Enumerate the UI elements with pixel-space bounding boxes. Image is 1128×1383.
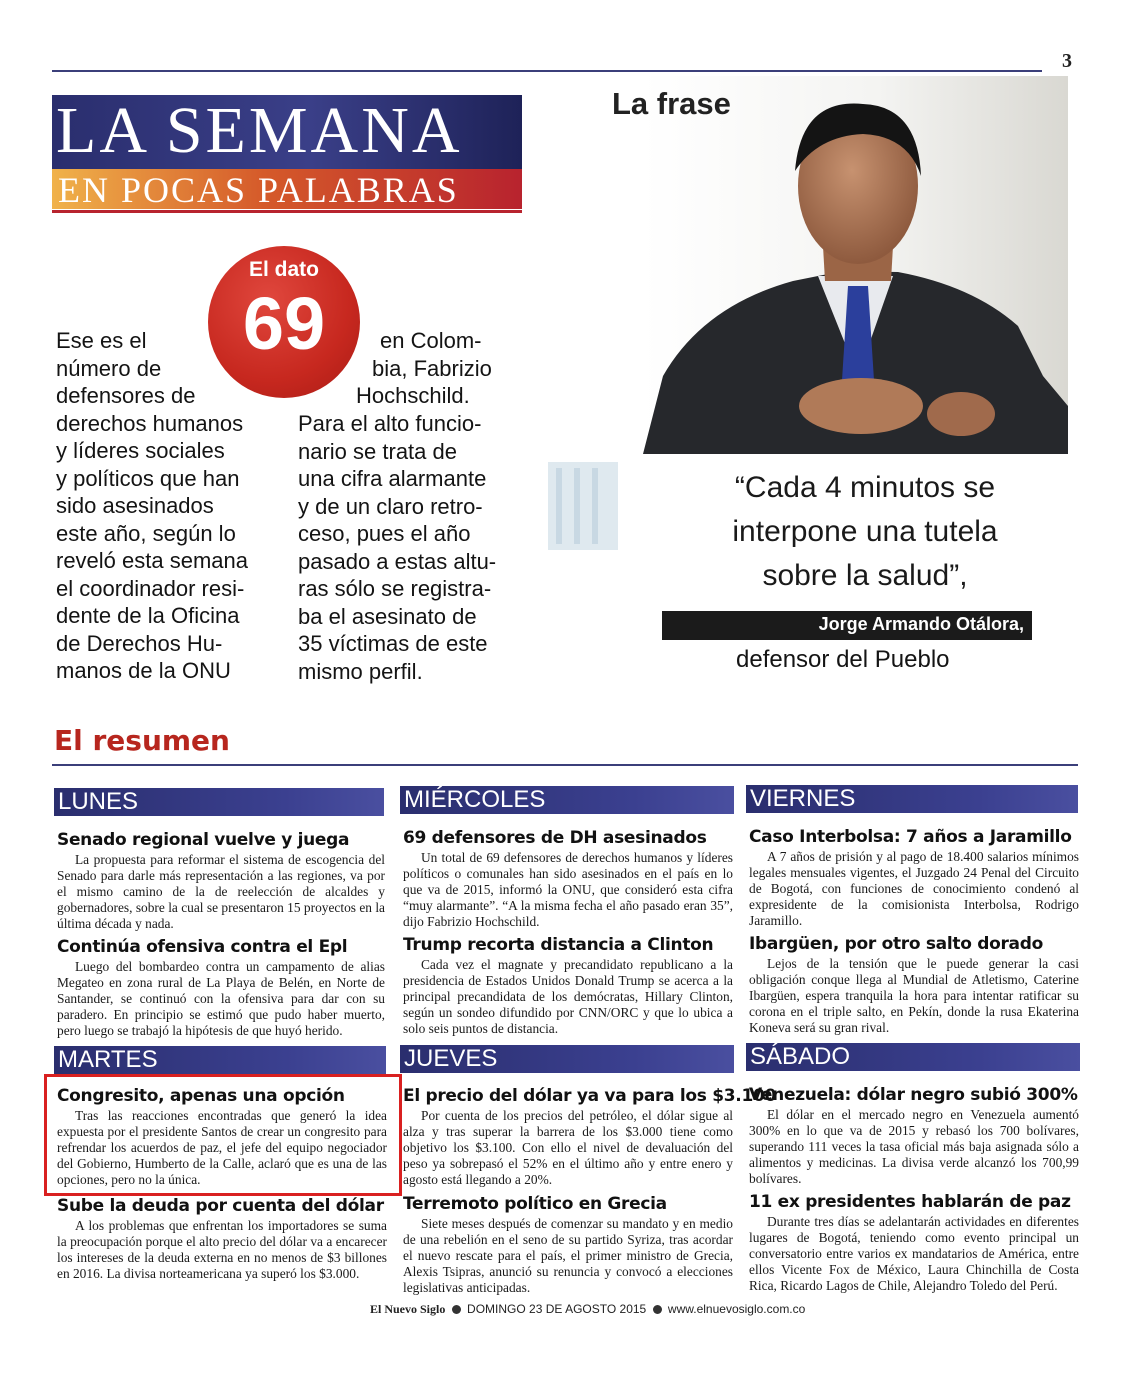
masthead: [52, 95, 522, 213]
page-number: 3: [1062, 50, 1072, 72]
headline: Caso Interbolsa: 7 años a Jaramillo: [749, 827, 1072, 847]
footer-brand: El Nuevo Siglo: [370, 1302, 446, 1316]
headline: 11 ex presidentes hablarán de paz: [749, 1192, 1071, 1212]
resumen-title: El resumen: [54, 724, 230, 757]
dato-line: reveló esta semana: [56, 548, 248, 573]
dato-line: Ese es el: [56, 328, 147, 353]
dato-text-left: [56, 327, 276, 685]
dato-line: defensores de: [56, 383, 196, 408]
footer: [370, 1302, 805, 1317]
article-body: Un total de 69 defensores de derechos humanos y líderes políticos o comunales han sido asesinados en el país en lo que va de 2015, informó la ONU, que consideró esta cifra “muy alarmante”. “A la misma fecha el año pasado eran 35”, dijo Fabrizio Hochschild.: [403, 850, 733, 929]
day-label: MARTES: [58, 1046, 158, 1073]
dato-line: sido asesinados: [56, 493, 214, 518]
dato-line: de Derechos Hu-: [56, 630, 223, 656]
portrait-photo: [643, 76, 1068, 454]
top-rule: [52, 70, 1042, 72]
dato-line: en Colom-: [380, 328, 482, 353]
article-body: La propuesta para reformar el sistema de escogencia del Senado para darle más representación a las regiones, va por el mismo camino de la de reelección de alcaldes y gobernadores, sobre la cual se presentaron 15 proyectos en la última década y nada.: [57, 852, 385, 931]
article-body: El dólar en el mercado negro en Venezuela aumentó 300% en lo que va de 2015 y rebasó los 700 bolívares, superando 111 veces la tasa oficial más baja asignada sólo a alimentos y medicinas. La divisa verde alcanzó los 700,99 bolívares.: [749, 1107, 1079, 1186]
day-label: VIERNES: [750, 785, 856, 812]
day-bar-jueves: [400, 1045, 734, 1073]
headline: Venezuela: dólar negro subió 300%: [749, 1085, 1078, 1105]
dato-line: y de un claro retro-: [298, 493, 483, 519]
masthead-subtitle: EN POCAS PALABRAS: [58, 170, 459, 210]
dato-line: dente de la Oficina: [56, 603, 240, 628]
article-body: Lejos de la tensión que le puede generar la casi obligación conque llega al Mundial de Atletismo, Caterine Ibargüen, espera tranquila la hora para intentar ratificar su corona en el triple salto, en Pekín, donde la rusa Ekaterina Koneva será su gran rival.: [749, 956, 1079, 1035]
headline: Congresito, apenas una opción: [57, 1086, 345, 1106]
article-body: Siete meses después de comenzar su mandato y en medio de una rebelión en el seno de su partido Syriza, tras acordar el nuevo rescate para el país, el primer ministro de Grecia, Alexis Tsipras, anunció su renuncia y convocó a elecciones legislativas anticipadas.: [403, 1216, 733, 1295]
resumen-rule: [52, 764, 1078, 766]
article-body: Tras las reacciones encontradas que generó la idea expuesta por el presidente Santos de crear un congresito para refrendar los acuerdos de paz, el jefe del equipo negociador del Gobierno, Humberto de la Calle, aclaró que es una de las opciones, pero no la única.: [57, 1108, 387, 1187]
dato-line: mismo perfil.: [298, 658, 423, 684]
frase-quote: [700, 466, 1030, 598]
headline: Trump recorta distancia a Clinton: [403, 935, 714, 955]
dato-line: Para el alto funcio-: [298, 411, 482, 436]
day-bar-lunes: [54, 788, 384, 816]
masthead-rule: [52, 210, 522, 213]
article-body: Durante tres días se adelantarán actividades en diferentes lugares de Bogotá, teniendo como evento principal un conversatorio entre varios ex mandatarios de América, entre ellos Vicente Fox de México, Laura Chinchilla de Costa Rica, Ricardo Lagos de Chile, Alejandro Toledo del Perú.: [749, 1214, 1079, 1293]
dato-text-right: [298, 410, 523, 685]
dato-number: 69: [242, 282, 326, 365]
dato-line: Hochschild.: [356, 383, 470, 408]
day-bar-viernes: [746, 785, 1078, 813]
bullet-icon: [452, 1305, 461, 1314]
frase-label: La frase: [612, 86, 731, 121]
headline: Senado regional vuelve y juega: [57, 830, 350, 850]
headline: Ibargüen, por otro salto dorado: [749, 934, 1043, 954]
author-name: Jorge Armando Otálora,: [818, 614, 1024, 634]
quote-decoration: [548, 462, 618, 550]
dato-line: pasado a estas altu-: [298, 548, 497, 574]
headline: Continúa ofensiva contra el Epl: [57, 937, 348, 957]
dato-line: una cifra alarmante: [298, 466, 487, 491]
author-role: defensor del Pueblo: [736, 646, 950, 673]
footer-url[interactable]: www.elnuevosiglo.com.co: [667, 1302, 806, 1316]
day-label: SÁBADO: [750, 1043, 851, 1070]
dato-line: y políticos que han: [56, 465, 240, 491]
dato-label: El dato: [248, 258, 319, 281]
masthead-subtitle-band: [52, 169, 522, 209]
masthead-title: LA SEMANA: [56, 94, 463, 167]
article-body: Luego del bombardeo contra un campamento de alias Megateo en zona rural de La Playa de Belén, en Norte de Santander, se continuó con la ofensiva para dar con su paradero. En principio se estimó que pudo haber muerto, pero luego se trabajó la hipótesis de que huyó herido.: [57, 959, 385, 1038]
dato-line: ras sólo se registra-: [298, 576, 492, 601]
article-body: A 7 años de prisión y al pago de 18.400 salarios mínimos legales mensuales vigentes, el Juzgado 24 Penal del Circuito de Bogotá, con funciones de conocimiento condenó al expresidente de la comisionista Interbolsa, Rodrigo Jaramillo.: [749, 849, 1079, 928]
day-label: JUEVES: [404, 1045, 498, 1072]
dato-line: el coordinador resi-: [56, 575, 245, 601]
dato-line: nario se trata de: [298, 438, 457, 464]
highlight-box: [44, 1074, 402, 1196]
day-label: LUNES: [58, 788, 139, 815]
dato-line: bia, Fabrizio: [372, 355, 492, 381]
day-bar-miercoles: [400, 786, 734, 814]
day-label: MIÉRCOLES: [404, 786, 546, 813]
day-bar-sabado: [746, 1043, 1080, 1071]
dato-line: este año, según lo: [56, 520, 236, 546]
dato-line: ceso, pues el año: [298, 521, 471, 546]
footer-date: DOMINGO 23 DE AGOSTO 2015: [467, 1302, 647, 1316]
bullet-icon: [653, 1305, 662, 1314]
quote-line: “Cada 4 minutos se: [734, 471, 996, 504]
quote-line: interpone una tutela: [732, 515, 998, 548]
headline: Terremoto político en Grecia: [403, 1194, 667, 1214]
masthead-title-band: [52, 95, 522, 169]
headline: 69 defensores de DH asesinados: [403, 828, 707, 848]
headline: El precio del dólar ya va para los $3.100: [403, 1086, 777, 1106]
dato-text-right-top: [350, 327, 520, 410]
dato-line: número de: [56, 355, 162, 381]
dato-line: y líderes sociales: [56, 438, 225, 463]
dato-line: ba el asesinato de: [298, 603, 477, 629]
dato-line: 35 víctimas de este: [298, 631, 488, 656]
article-body: A los problemas que enfrentan los importadores se suma la preocupación porque el alto precio del dólar va a encarecer los intereses de la deuda externa en no menos de $3 billones en 2016. La divisa norteamericana ya superó los $3.000.: [57, 1218, 387, 1281]
dato-line: derechos humanos: [56, 410, 244, 436]
day-bar-martes: [54, 1046, 386, 1074]
quote-line: sobre la salud”,: [762, 559, 968, 592]
article-body: Por cuenta de los precios del petróleo, el dólar sigue al alza y tras superar la barrera de los $3.000 tiene como objetivo los $3.100. Con ello el nivel de devaluación del peso ya sobrepasó el 52% en el último año y entre enero y agosto está llegando a 20%.: [403, 1108, 733, 1187]
dato-line: manos de la ONU: [56, 658, 231, 683]
author-bar: [662, 611, 1032, 640]
article-body: Cada vez el magnate y precandidato republicano a la presidencia de Estados Unidos Donald Trump se acerca a la principal precandidata de los demócratas, Hillary Clinton, según un sondeo difundido por CNN/ORC y que lo ubica a solo seis puntos de distancia.: [403, 957, 733, 1036]
headline: Sube la deuda por cuenta del dólar: [57, 1196, 384, 1216]
